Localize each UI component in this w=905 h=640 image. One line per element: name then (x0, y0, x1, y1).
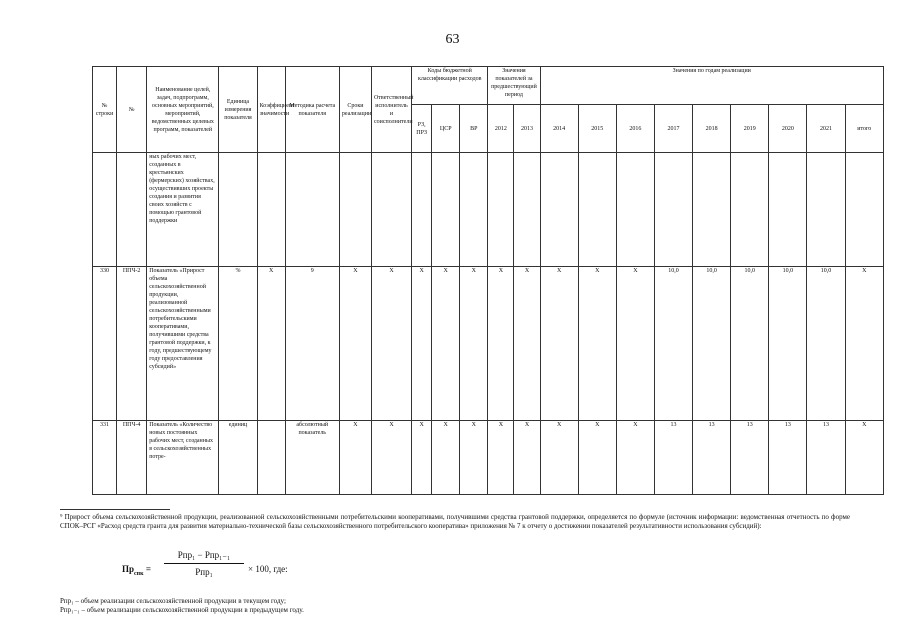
cell-year (540, 153, 578, 267)
cell-code: X (460, 267, 488, 421)
cell-code: X (412, 267, 432, 421)
cell-year (616, 153, 654, 267)
cell-year: X (540, 267, 578, 421)
cell-prev: X (514, 421, 540, 495)
cell-unit (219, 153, 257, 267)
cell-year (769, 153, 807, 267)
formula-lhs (122, 564, 151, 577)
header-code-col: ВР (460, 105, 488, 153)
page-number: 63 (445, 32, 460, 47)
cell-year: 10,0 (654, 267, 692, 421)
cell-prev: X (514, 267, 540, 421)
cell-num: ППЧ-2 (117, 267, 147, 421)
header-year-col: итого (845, 105, 883, 153)
header-years: Значения по годам реализации (540, 67, 883, 105)
cell-code: X (432, 421, 460, 495)
header-num: № (117, 67, 147, 153)
cell-year: X (616, 267, 654, 421)
cell-prev: X (488, 267, 514, 421)
cell-year (845, 153, 883, 267)
cell-prev (488, 153, 514, 267)
cell-prev: X (488, 421, 514, 495)
header-code-col: ЦСР (432, 105, 460, 153)
header-year-col: 2017 (654, 105, 692, 153)
cell-term: X (339, 421, 371, 495)
header-num-row: № строки (93, 67, 117, 153)
cell-year: 13 (807, 421, 845, 495)
cell-year: 10,0 (769, 267, 807, 421)
header-unit: Единица измерения показателя (219, 67, 257, 153)
header-year-col: 2016 (616, 105, 654, 153)
cell-num-row (93, 153, 117, 267)
header-year-col: 2015 (578, 105, 616, 153)
cell-year: X (616, 421, 654, 495)
cell-code (432, 153, 460, 267)
cell-coef (257, 421, 285, 495)
cell-code: X (412, 421, 432, 495)
cell-term (339, 153, 371, 267)
formula-fraction (164, 550, 244, 577)
header-codes: Коды бюджетной классификации расходов (412, 67, 488, 105)
cell-year: 13 (654, 421, 692, 495)
header-year-col: 2019 (731, 105, 769, 153)
formula-lhs-symbol: Пр (122, 564, 135, 574)
definition-item: Рпр₁ – объем реализации сельскохозяйственной продукции в текущем году; (60, 597, 286, 605)
cell-unit: % (219, 267, 257, 421)
formula-rhs: × 100, где: (248, 564, 288, 574)
cell-code (460, 153, 488, 267)
cell-year: 10,0 (731, 267, 769, 421)
definition-item: Рпр₁₋₁ – объем реализации сельскохозяйственной продукции в предыдущем году. (60, 606, 304, 614)
header-year-col: 2018 (693, 105, 731, 153)
cell-code: X (432, 267, 460, 421)
cell-term: X (339, 267, 371, 421)
cell-name: Показатель «Прирост объема сельскохозяйственной продукции, реализованной сельскохозяйственными потребительскими кооперативами, получившими средства грантовой поддержки, к году, предшествующему году предоставления субсидий» (147, 267, 219, 421)
cell-year (578, 153, 616, 267)
header-year-col: 2021 (807, 105, 845, 153)
cell-name: ных рабочих мест, созданных в крестьянских (фермерских) хозяйствах, осуществивших проекты создания и развития своих хозяйств с помощью грантовой поддержки (147, 153, 219, 267)
header-method: Методика расчета показателя (285, 67, 339, 153)
formula-denominator: Рпр₁ (195, 567, 213, 577)
cell-year: X (578, 267, 616, 421)
cell-method (285, 153, 339, 267)
header-term: Сроки реализации (339, 67, 371, 153)
header-year-col: 2014 (540, 105, 578, 153)
cell-year: 13 (731, 421, 769, 495)
cell-year: 13 (769, 421, 807, 495)
cell-year (654, 153, 692, 267)
cell-code: X (460, 421, 488, 495)
header-year-col: 2020 (769, 105, 807, 153)
table-row (93, 267, 884, 421)
cell-method: абсолютный показатель (285, 421, 339, 495)
cell-year (731, 153, 769, 267)
indicators-table (92, 66, 884, 495)
cell-resp (371, 153, 411, 267)
cell-coef: X (257, 267, 285, 421)
cell-unit: единиц (219, 421, 257, 495)
cell-year: 10,0 (693, 267, 731, 421)
cell-num-row: 330 (93, 267, 117, 421)
table-row (93, 153, 884, 267)
cell-year: X (845, 421, 883, 495)
formula-equals: = (145, 564, 151, 574)
header-coef: Коэффициент значимости (257, 67, 285, 153)
table-row (93, 421, 884, 495)
header-code-col: РЗ, ПРЗ (412, 105, 432, 153)
cell-name: Показатель «Количество новых постоянных рабочих мест, созданных в сельскохозяйственных потре- (147, 421, 219, 495)
cell-coef (257, 153, 285, 267)
cell-year (693, 153, 731, 267)
table-header (93, 67, 884, 153)
definitions (60, 597, 304, 615)
cell-num (117, 153, 147, 267)
cell-method: 9 (285, 267, 339, 421)
cell-year: X (540, 421, 578, 495)
cell-resp: X (371, 267, 411, 421)
footnote: ⁹ Прирост объема сельскохозяйственной продукции, реализованной сельскохозяйственными потребительскими кооперативами, получившими средства грантовой поддержки, определяется по формуле (источник информации: ведомственная отчетность по форме СПОК–РСГ «Расход средств гранта для развития материально-технической базы сельскохозяйственного потребительского кооператива» приложения № 7 к отчету о достижении показателей результативности использования субсидий): (60, 513, 850, 530)
cell-year: 10,0 (807, 267, 845, 421)
header-name: Наименование целей, задач, подпрограмм, основных мероприятий, мероприятий, ведомственных целевых программ, показателей (147, 67, 219, 153)
footnote-divider (60, 509, 170, 510)
cell-year: X (578, 421, 616, 495)
table-body (93, 153, 884, 495)
header-prev-col: 2013 (514, 105, 540, 153)
header-prev: Значения показателей за предшествующий период (488, 67, 540, 105)
cell-resp: X (371, 421, 411, 495)
cell-year (807, 153, 845, 267)
cell-num: ППЧ-4 (117, 421, 147, 495)
cell-year: X (845, 267, 883, 421)
header-resp: Ответственный исполнитель и соисполнители (371, 67, 411, 153)
formula-lhs-subscript: спк (134, 570, 144, 577)
cell-year: 13 (693, 421, 731, 495)
formula-numerator: Рпр₁ − Рпр₁₋₁ (164, 550, 244, 564)
cell-prev (514, 153, 540, 267)
header-prev-col: 2012 (488, 105, 514, 153)
cell-num-row: 331 (93, 421, 117, 495)
cell-code (412, 153, 432, 267)
